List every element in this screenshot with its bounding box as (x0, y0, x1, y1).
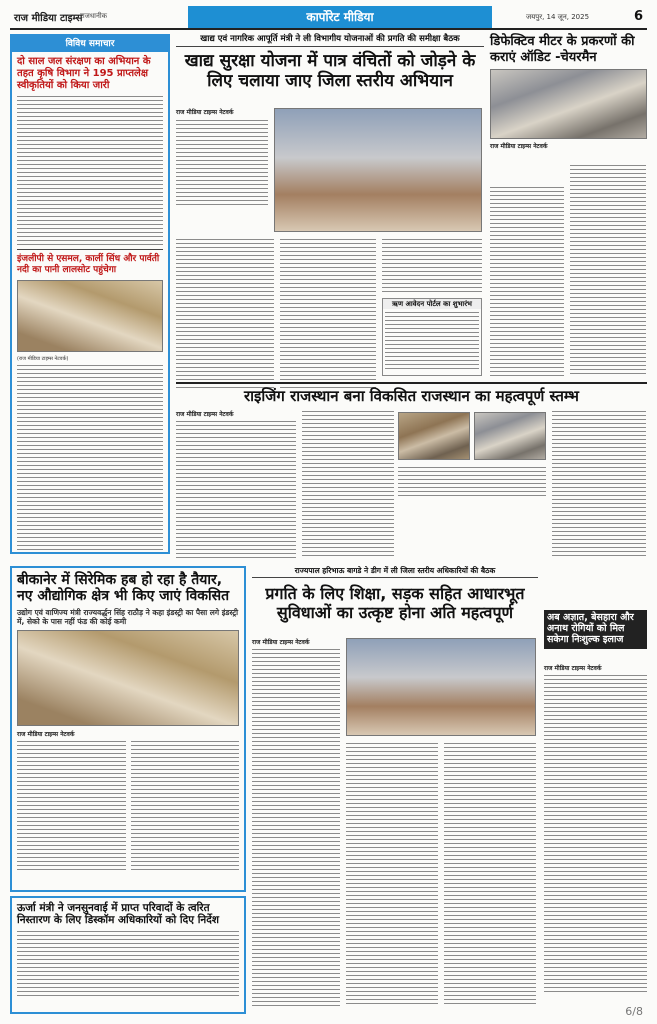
bikaner-byline: राज मीडिया टाइम्स नेटवर्क (17, 731, 75, 739)
rising-photo-2 (474, 412, 546, 460)
dateline: जयपुर, 14 जून, 2025 (526, 13, 590, 21)
right-byline: राज मीडिया टाइम्स नेटवर्क (490, 143, 548, 151)
left-headline-2: इंजलीपी से एसमल, कालीं सिंध और पार्वती नदी का पानी लालसोट पहुंचेगा (17, 254, 160, 275)
top-headline: खाद्य सुरक्षा योजना में पात्र वंचितों को जोड़ने के लिए चलाया जाए जिला स्तरीय अभियान (184, 51, 476, 91)
rising-rajasthan-story (176, 382, 647, 562)
anath-story (544, 610, 647, 1014)
section-label: राजधानीक (80, 12, 108, 20)
bikaner-headline: बीकानेर में सिरेमिक हब हो रहा है तैयार, नए औद्योगिक क्षेत्र भी किए जाएं विकसित (17, 572, 230, 605)
top-kicker: खाद्य एवं नागरिक आपूर्ति मंत्री ने ली विभागीय योजनाओं की प्रगति की समीक्षा बैठक (176, 34, 484, 47)
urja-headline: ऊर्जा मंत्री ने जनसुनवाई में प्राप्त परिवादों के त्वरित निस्तारण के लिए डिस्कॉम अधिकारियों को दिए निर्देश (17, 902, 219, 927)
rising-headline: राइजिंग राजस्थान बना विकसित राजस्थान का महत्वपूर्ण स्तम्भ (176, 382, 647, 405)
brand-name: राज मीडिया टाइम्स (14, 13, 83, 24)
top-col-2 (176, 238, 274, 388)
top-col-4 (382, 238, 482, 294)
top-story (176, 34, 484, 378)
urja-box (10, 896, 246, 1014)
left-tag: विविध समाचार (12, 36, 168, 52)
right-headline: डिफेक्टिव मीटर के प्रकरणों की कराएं ऑडिट -चेयरमैन (490, 34, 635, 65)
right-story (490, 34, 647, 378)
left-news-box (10, 34, 170, 554)
anath-header (544, 610, 647, 649)
top-col-1 (176, 108, 268, 207)
bottom-kicker: राज्यपाल हरिभाऊ बागडे ने डीग में ली जिला स्तरीय अधिकारियों की बैठक (252, 566, 538, 578)
left-article-1-text (17, 95, 163, 245)
masthead (10, 6, 647, 30)
bikaner-photo (17, 630, 239, 726)
loan-portal-title: ऋण आवेदन पोर्टल का शुभारंभ (383, 299, 481, 309)
bottom-story (252, 566, 538, 1014)
left-article-2-text (17, 364, 163, 552)
page-number: 6 (633, 9, 643, 24)
top-col-3 (280, 238, 376, 388)
top-byline: राज मीडिया टाइम्स नेटवर्क (176, 109, 234, 116)
top-photo (274, 108, 482, 232)
anath-headline: अब अज्ञात, बेसहारा और अनाथ रोगियों को मिल सकेगा निःशुल्क इलाज (547, 612, 634, 645)
page-indicator: 6/8 (625, 1005, 643, 1018)
anath-byline: राज मीडिया टाइम्स नेटवर्क (544, 665, 602, 672)
bottom-headline: प्रगति के लिए शिक्षा, सड़क सहित आधारभूत सुविधाओं का उत्कृष्ट होना अति महत्वपूर्ण (265, 584, 525, 623)
rising-photo-1 (398, 412, 470, 460)
bottom-photo (346, 638, 536, 736)
left-headline-1: दो साल जल संरक्षण का अभियान के तहत कृषि विभाग ने 195 प्राप्तलेक्ष स्वीकृतियों को किया जारी (17, 56, 151, 91)
bikaner-subhead: उद्योग एवं वाणिज्य मंत्री राज्यवर्द्धन सिंह राठौड़ ने कहा इंडस्ट्री का पैसा लगे इंडस्ट्री में, सेको के पास नहीं फंड की कोई कमी (17, 608, 239, 627)
rising-byline: राज मीडिया टाइम्स नेटवर्क (176, 411, 234, 418)
right-photo (490, 69, 647, 139)
bikaner-box (10, 566, 246, 892)
left-photo (17, 280, 163, 352)
section-band: कार्पोरेट मीडिया (188, 6, 492, 28)
bottom-byline: राज मीडिया टाइम्स नेटवर्क (252, 639, 310, 646)
left-byline: (राज मीडिया टाइम्स नेटवर्क) (17, 355, 69, 362)
loan-portal-box (382, 298, 482, 376)
